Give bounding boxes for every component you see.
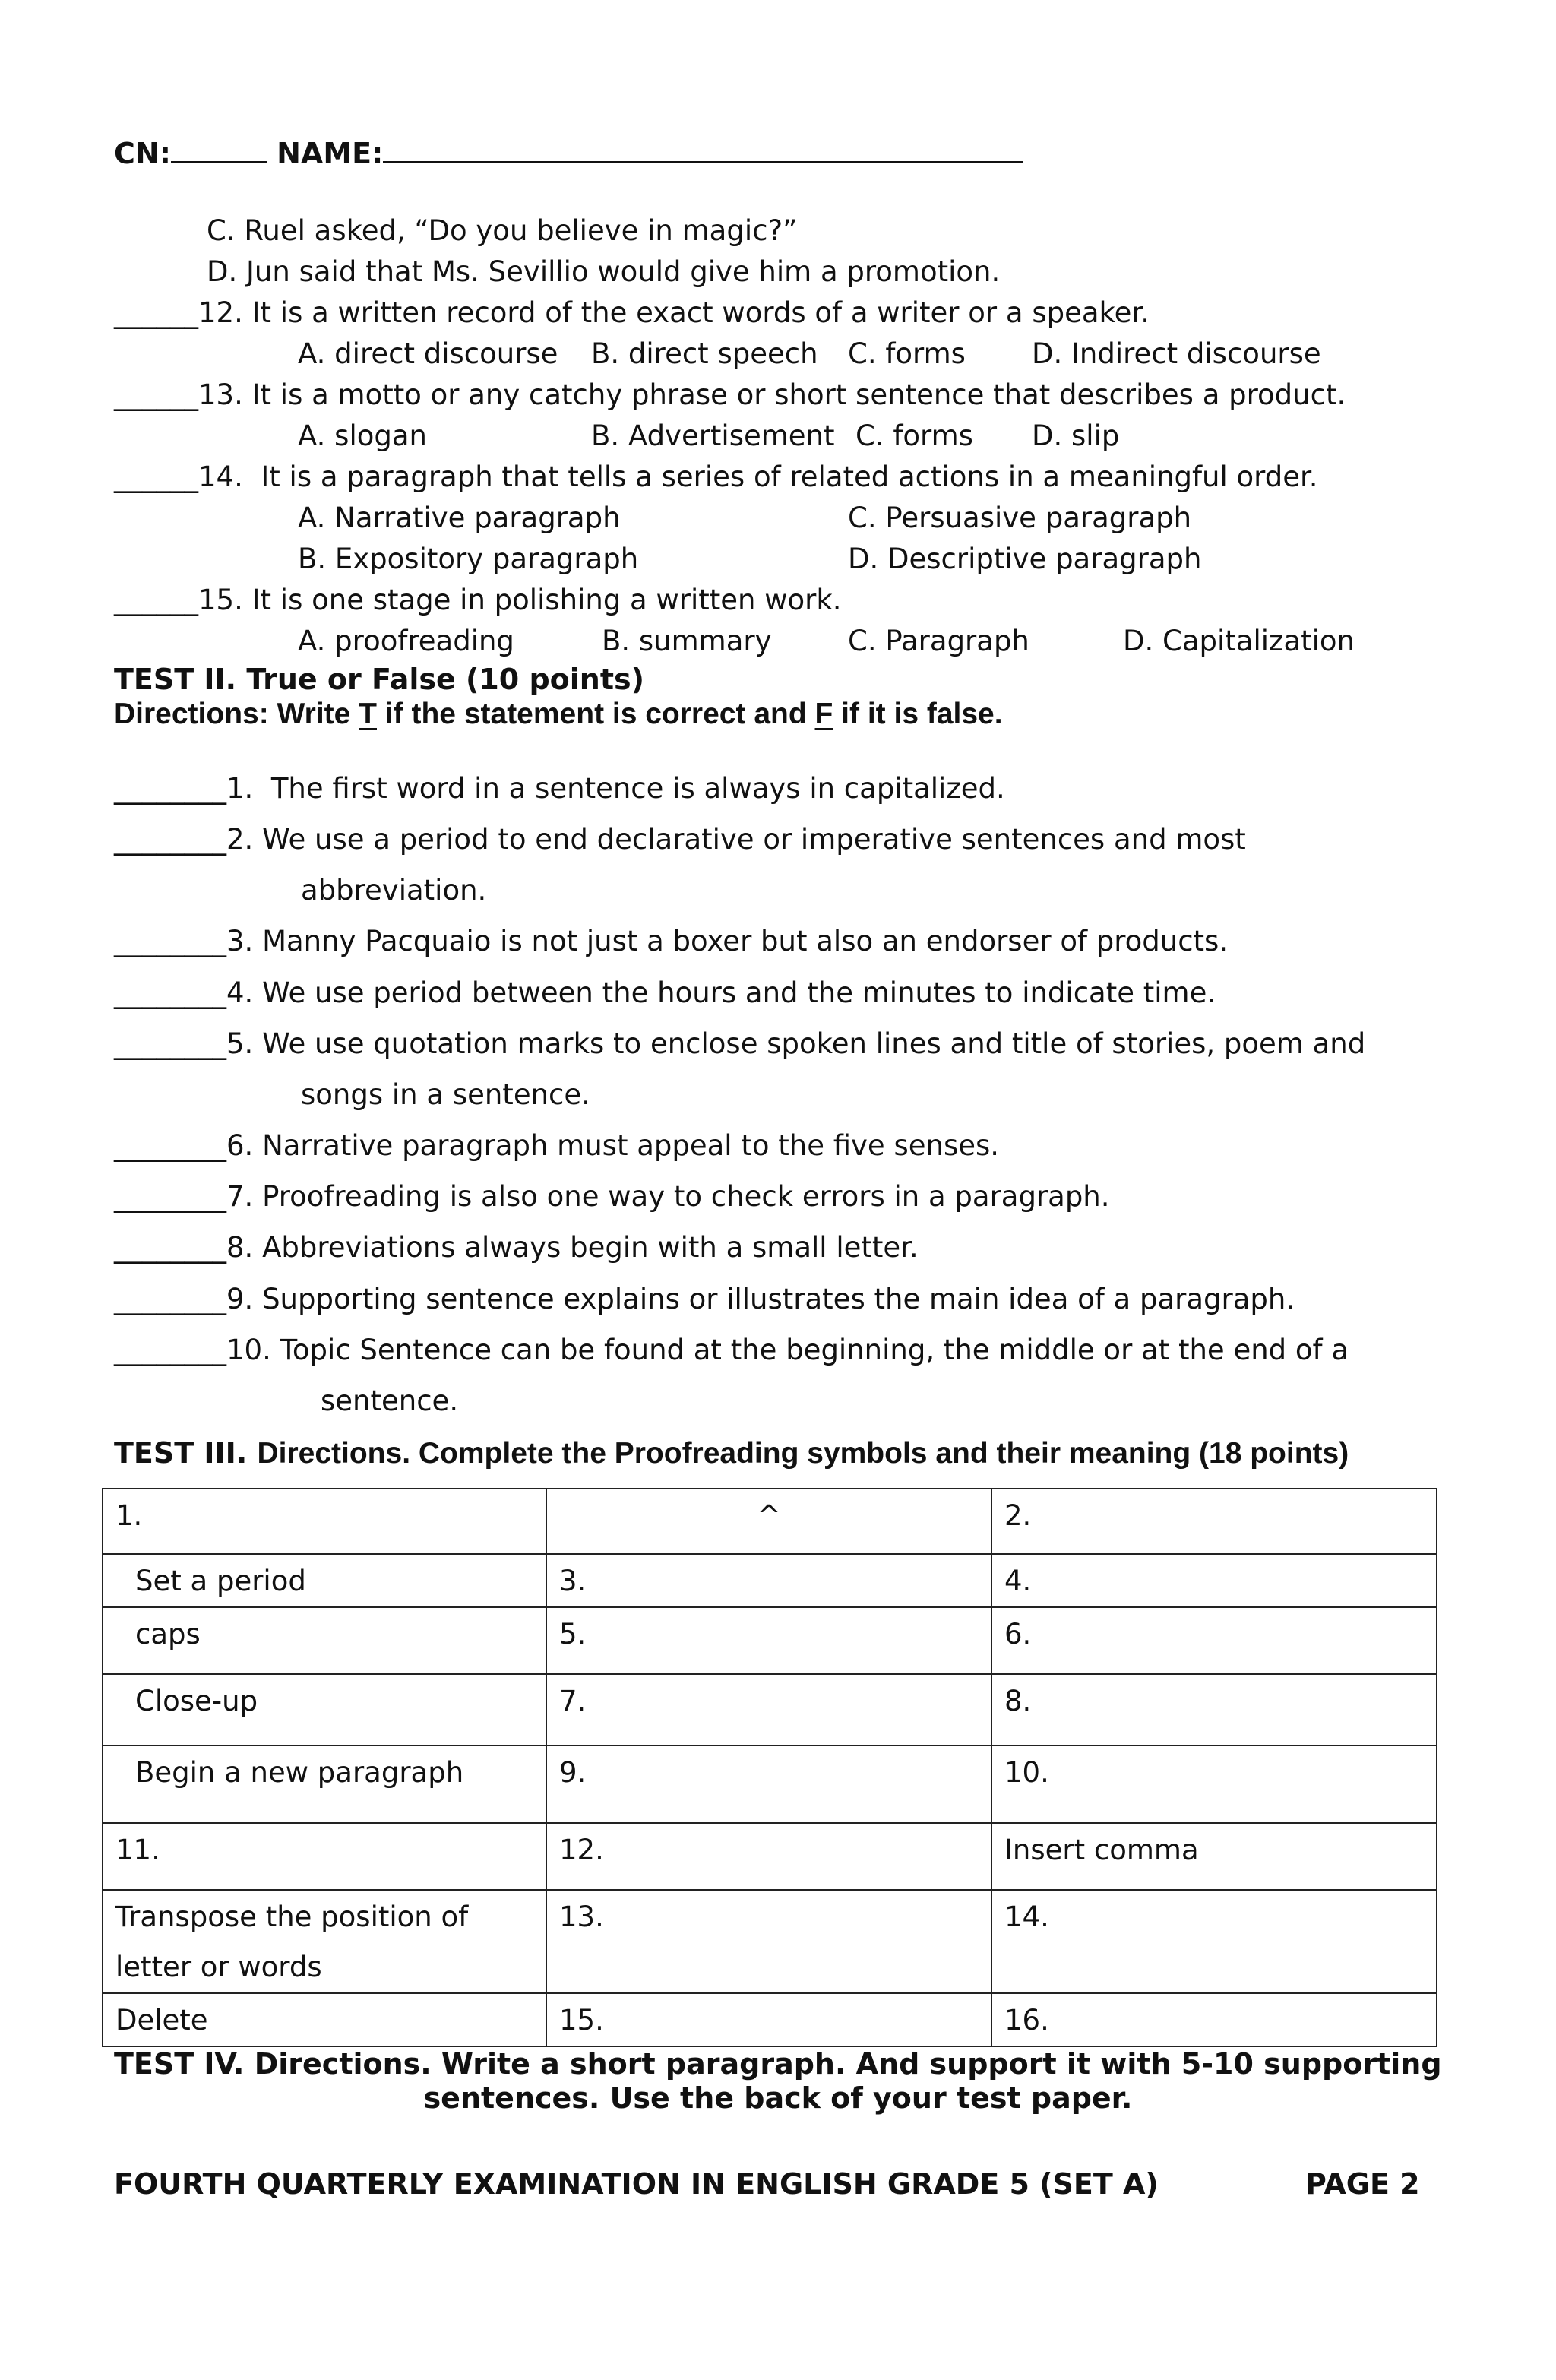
tf-item-6: ________6. Narrative paragraph must appeal to the five senses. <box>114 1129 1000 1162</box>
option: C. Paragraph <box>848 625 1029 657</box>
option: D. Capitalization <box>1123 625 1355 657</box>
answer-blank[interactable]: ________ <box>114 1334 226 1366</box>
answer-blank[interactable]: ______ <box>114 378 198 411</box>
option: D. Descriptive paragraph <box>848 543 1202 575</box>
tf-item-2: ________2. We use a period to end declarative or imperative sentences and most <box>114 823 1246 856</box>
tf-item-10: ________10. Topic Sentence can be found at the beginning, the middle or at the end of a <box>114 1334 1349 1366</box>
answer-blank[interactable]: ______ <box>114 584 198 616</box>
cn-blank <box>171 135 267 163</box>
question-text: 14. It is a paragraph that tells a series of related actions in a meaningful order. <box>198 460 1318 493</box>
test4-directions-line2: sentences. Use the back of your test paper. <box>423 2081 1133 2115</box>
table-cell[interactable]: 12. <box>546 1823 991 1890</box>
table-row <box>103 1674 1437 1745</box>
name-blank <box>383 135 1023 163</box>
answer-blank[interactable]: ______ <box>114 296 198 329</box>
table-cell[interactable]: 8. <box>991 1674 1437 1745</box>
caret-symbol-cell: ^ <box>546 1489 991 1554</box>
option: B. summary <box>602 625 772 657</box>
table-cell[interactable]: 10. <box>991 1745 1437 1823</box>
answer-blank[interactable]: ________ <box>114 823 226 856</box>
answer-blank[interactable]: ________ <box>114 772 226 805</box>
question-14 <box>114 459 1318 495</box>
tf-item-10-cont: sentence. <box>321 1385 459 1417</box>
tf-item-9: ________9. Supporting sentence explains or illustrates the main idea of a paragraph. <box>114 1283 1295 1315</box>
tf-item-3: ________3. Manny Pacquaio is not just a boxer but also an endorser of products. <box>114 925 1229 957</box>
table-cell[interactable]: 13. <box>546 1890 991 1993</box>
table-cell: Set a period <box>103 1554 546 1607</box>
table-cell: caps <box>103 1607 546 1674</box>
question-text: 12. It is a written record of the exact words of a writer or a speaker. <box>198 296 1150 329</box>
table-cell[interactable]: 5. <box>546 1607 991 1674</box>
answer-blank[interactable]: ________ <box>114 1180 226 1213</box>
tf-item-5-cont: songs in a sentence. <box>301 1078 590 1111</box>
option: A. direct discourse <box>298 337 558 370</box>
answer-blank[interactable]: ________ <box>114 1129 226 1162</box>
option: B. direct speech <box>591 337 818 370</box>
tf-item-5: ________5. We use quotation marks to enclose spoken lines and title of stories, poem and <box>114 1027 1366 1060</box>
test4-directions-line1: TEST IV. Directions. Write a short paragraph. And support it with 5-10 supporting <box>114 2047 1442 2081</box>
option: A. slogan <box>298 419 427 452</box>
question-12 <box>114 295 1150 331</box>
table-row <box>103 1554 1437 1607</box>
answer-blank[interactable]: ________ <box>114 1027 226 1060</box>
test2-directions: Directions: Write T if the statement is correct and F if it is false. <box>114 698 1003 730</box>
table-row <box>103 1745 1437 1823</box>
answer-blank[interactable]: ________ <box>114 1283 226 1315</box>
table-cell[interactable]: 15. <box>546 1993 991 2046</box>
question-text: 15. It is one stage in polishing a written work. <box>198 584 842 616</box>
table-cell[interactable]: 3. <box>546 1554 991 1607</box>
table-cell: Insert comma <box>991 1823 1437 1890</box>
tf-item-8: ________8. Abbreviations always begin with a small letter. <box>114 1231 919 1264</box>
table-row <box>103 1993 1437 2046</box>
answer-blank[interactable]: ________ <box>114 1231 226 1264</box>
table-row <box>103 1607 1437 1674</box>
answer-blank[interactable]: ________ <box>114 925 226 957</box>
header <box>114 135 1023 172</box>
option: A. proofreading <box>298 625 514 657</box>
table-cell[interactable]: 11. <box>103 1823 546 1890</box>
option: C. forms <box>848 337 966 370</box>
option: B. Expository paragraph <box>298 543 639 575</box>
table-cell: Close-up <box>103 1674 546 1745</box>
name-label: NAME: <box>277 137 384 170</box>
table-cell[interactable]: 9. <box>546 1745 991 1823</box>
option: C. forms <box>855 419 973 452</box>
page-number: PAGE 2 <box>1305 2167 1420 2201</box>
option: C. Persuasive paragraph <box>848 502 1192 534</box>
table-cell[interactable]: 6. <box>991 1607 1437 1674</box>
table-cell: Delete <box>103 1993 546 2046</box>
table-cell[interactable]: 16. <box>991 1993 1437 2046</box>
question-text: 13. It is a motto or any catchy phrase or short sentence that describes a product. <box>198 378 1346 411</box>
footer-title: FOURTH QUARTERLY EXAMINATION IN ENGLISH GRADE 5 (SET A) <box>114 2167 1159 2201</box>
question-13 <box>114 377 1346 413</box>
option: D. Indirect discourse <box>1032 337 1321 370</box>
test2-title: TEST II. True or False (10 points) <box>114 663 644 696</box>
answer-blank[interactable]: ______ <box>114 460 198 493</box>
table-cell[interactable]: 7. <box>546 1674 991 1745</box>
table-row <box>103 1489 1437 1554</box>
proofreading-table <box>102 1488 1437 2047</box>
question-15 <box>114 582 842 619</box>
answer-blank[interactable]: ________ <box>114 976 226 1009</box>
prev-option-c: C. Ruel asked, “Do you believe in magic?” <box>207 214 798 247</box>
option: B. Advertisement <box>591 419 835 452</box>
option: D. slip <box>1032 419 1120 452</box>
table-cell[interactable]: 4. <box>991 1554 1437 1607</box>
option: A. Narrative paragraph <box>298 502 621 534</box>
prev-option-d: D. Jun said that Ms. Sevillio would give him a promotion. <box>207 255 1001 288</box>
test3-title: TEST III. Directions. Complete the Proofreading symbols and their meaning (18 points) <box>114 1436 1349 1470</box>
tf-item-1: ________1. The first word in a sentence is always in capitalized. <box>114 772 1005 805</box>
table-cell[interactable]: 1. <box>103 1489 546 1554</box>
table-cell[interactable]: 2. <box>991 1489 1437 1554</box>
cn-label: CN: <box>114 137 171 170</box>
tf-item-4: ________4. We use period between the hours and the minutes to indicate time. <box>114 976 1216 1009</box>
table-cell[interactable]: 14. <box>991 1890 1437 1993</box>
tf-item-7: ________7. Proofreading is also one way to check errors in a paragraph. <box>114 1180 1110 1213</box>
table-row <box>103 1823 1437 1890</box>
table-cell: Begin a new paragraph <box>103 1745 546 1823</box>
table-cell: Transpose the position of letter or words <box>103 1890 546 1993</box>
tf-item-2-cont: abbreviation. <box>301 874 487 907</box>
table-row <box>103 1890 1437 1993</box>
